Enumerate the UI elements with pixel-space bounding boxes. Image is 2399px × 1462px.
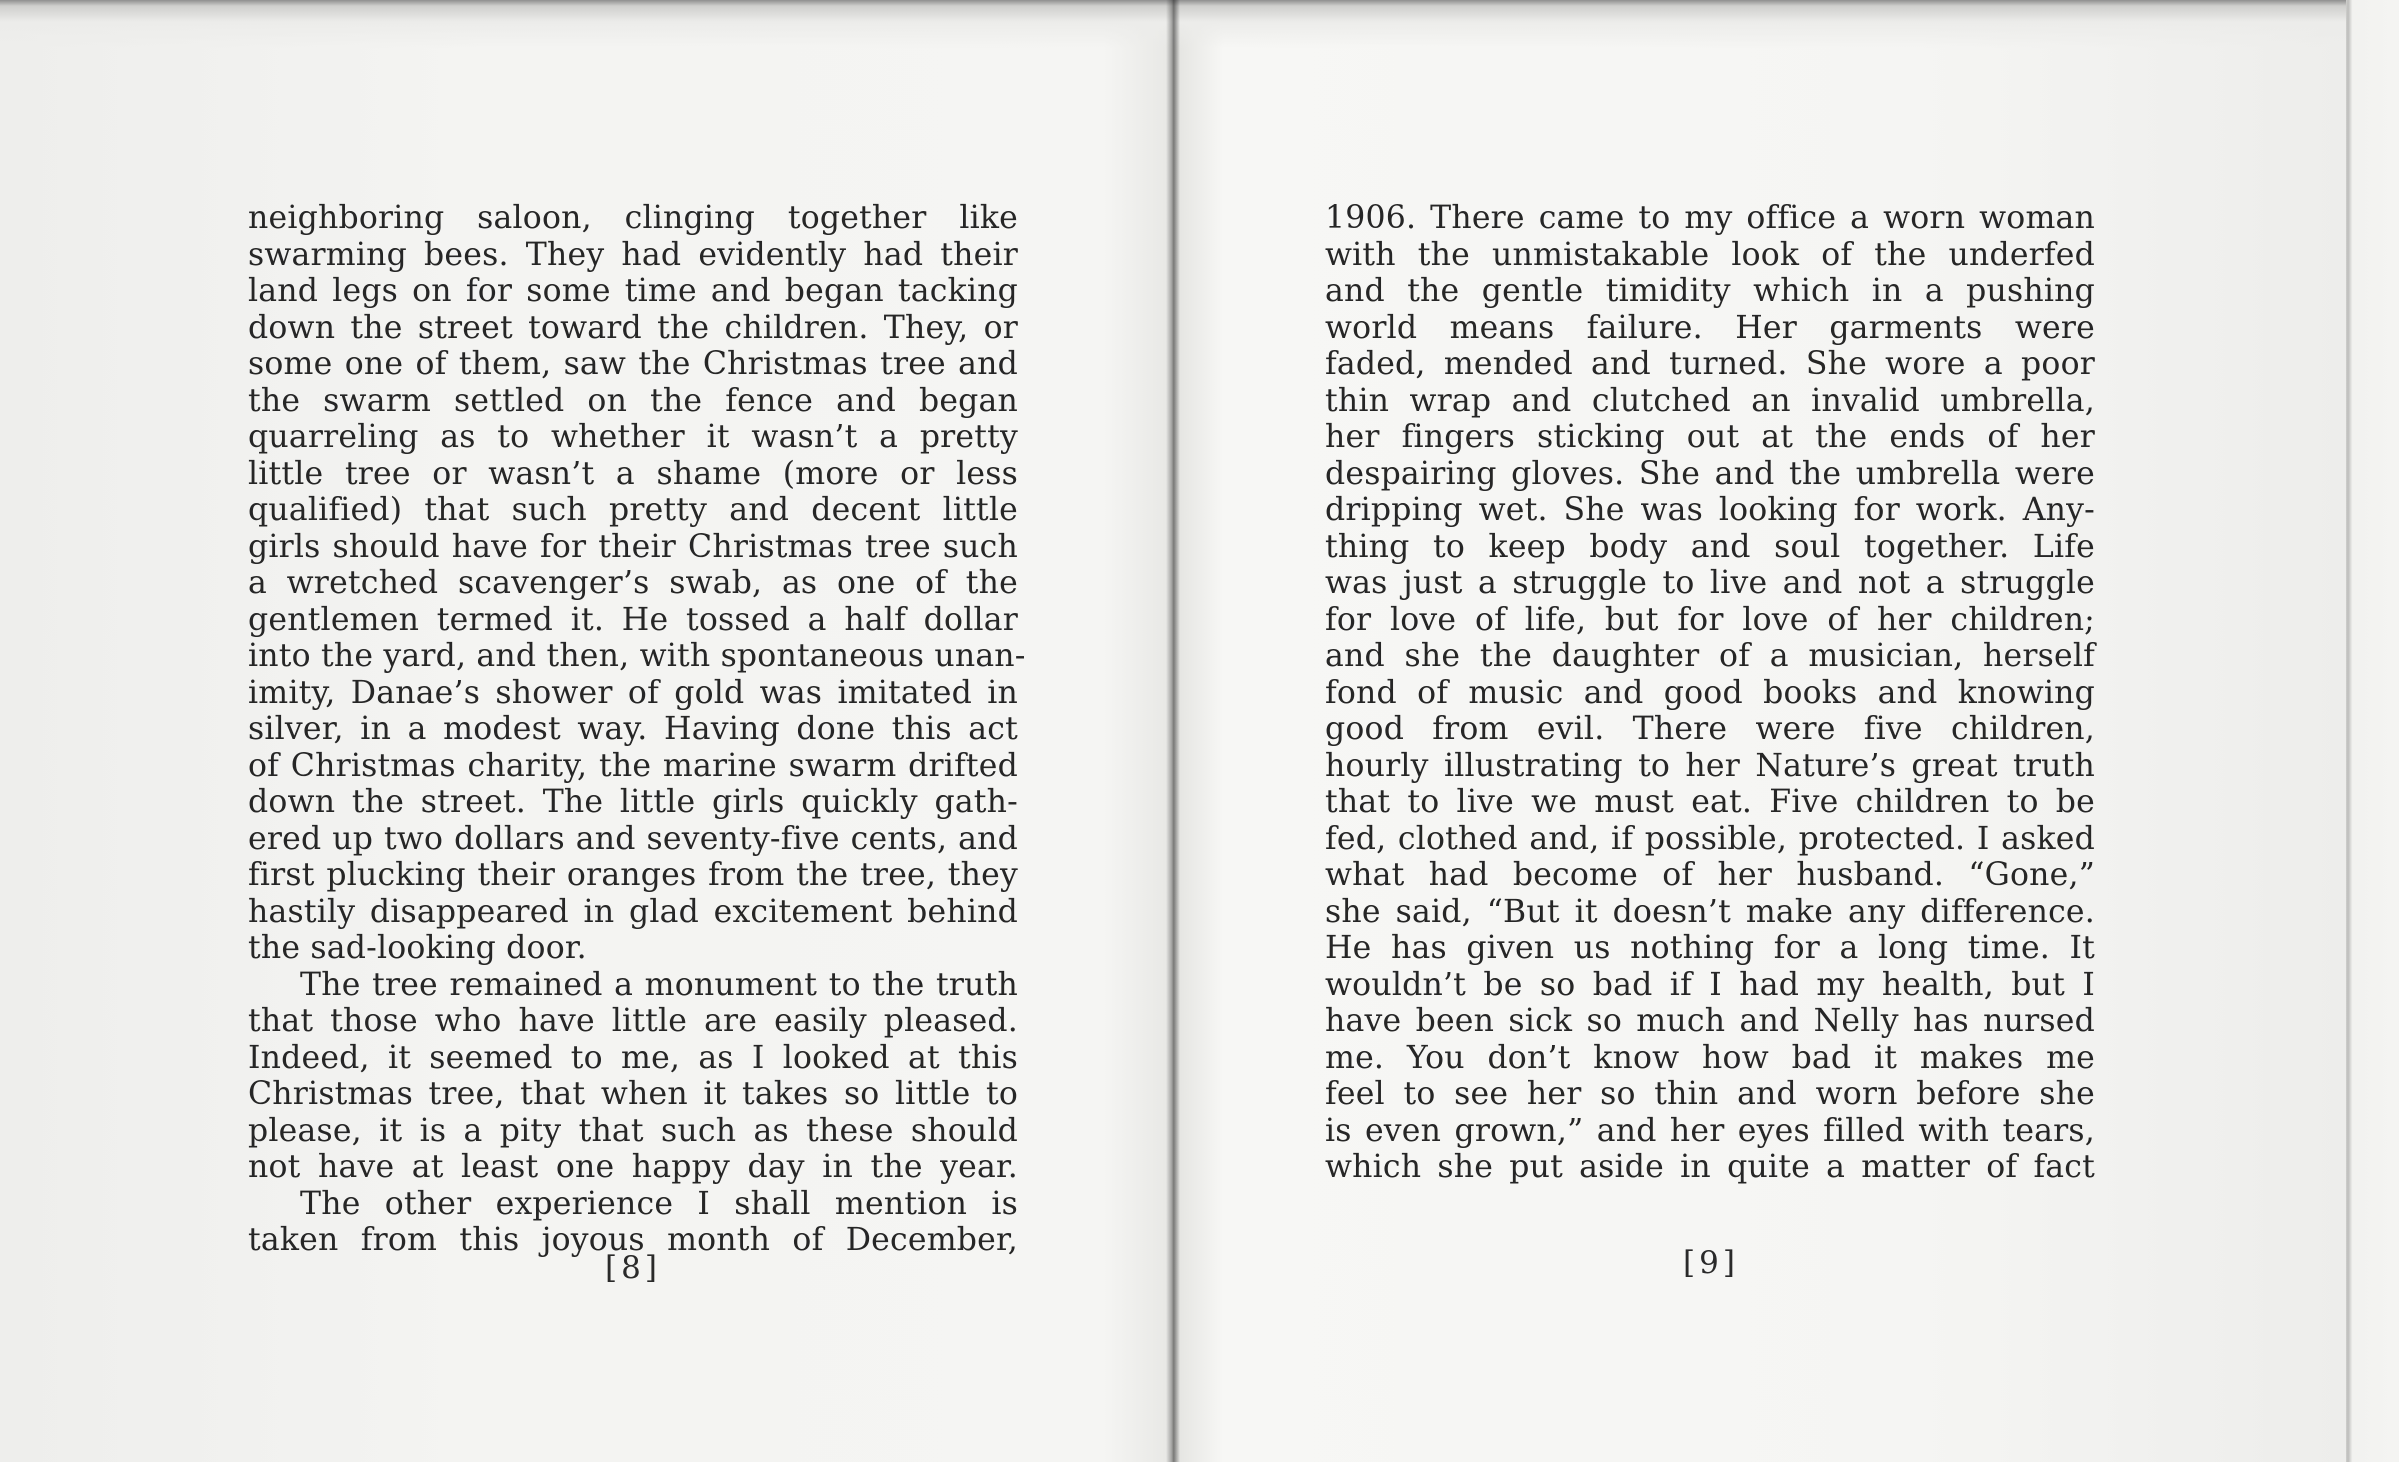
- text-line: dripping wet. She was looking for work. Any-: [1325, 492, 2095, 528]
- text-line: taken from this joyous month of December,: [248, 1222, 1018, 1258]
- text-line: The tree remained a monument to the truth: [300, 966, 1018, 1003]
- page-edge: [2346, 0, 2399, 1462]
- text-line: hourly illustrating to her Nature’s great truth: [1325, 747, 2095, 784]
- text-line: thin wrap and clutched an invalid umbrella,: [1325, 382, 2095, 419]
- text-line: that those who have little are easily pleased.: [248, 1003, 1018, 1039]
- page-number: [8]: [605, 1250, 661, 1286]
- text-line: have been sick so much and Nelly has nursed: [1325, 1003, 2095, 1039]
- text-line: that to live we must eat. Five children to be: [1325, 784, 2095, 820]
- text-line: me. You don’t know how bad it makes me: [1325, 1039, 2095, 1076]
- text-line: is even grown,” and her eyes filled with tears,: [1325, 1112, 2095, 1149]
- text-line: qualified) that such pretty and decent little: [248, 492, 1018, 528]
- text-line: swarming bees. They had evidently had their: [248, 236, 1018, 273]
- text-line: little tree or wasn’t a shame (more or less: [248, 455, 1018, 492]
- text-line: with the unmistakable look of the underfed: [1325, 236, 2095, 273]
- text-line: quarreling as to whether it wasn’t a pretty: [248, 419, 1018, 455]
- page-number: [9]: [1683, 1245, 1739, 1281]
- text-line: first plucking their oranges from the tree, they: [248, 857, 1018, 893]
- text-line: into the yard, and then, with spontaneous unan-: [248, 638, 1026, 674]
- text-line: faded, mended and turned. She wore a poor: [1325, 346, 2095, 382]
- text-line: The other experience I shall mention is: [300, 1185, 1018, 1222]
- text-line: girls should have for their Christmas tree such: [248, 528, 1018, 565]
- text-line: world means failure. Her garments were: [1325, 309, 2095, 346]
- text-line: good from evil. There were five children,: [1325, 711, 2095, 747]
- text-line: feel to see her so thin and worn before she: [1325, 1076, 2095, 1112]
- text-line: despairing gloves. She and the umbrella were: [1325, 455, 2095, 492]
- text-line: gentlemen termed it. He tossed a half dollar: [248, 601, 1018, 638]
- text-line: hastily disappeared in glad excitement behind: [248, 893, 1018, 930]
- text-line: and the gentle timidity which in a pushing: [1325, 273, 2095, 309]
- text-line: neighboring saloon, clinging together like: [248, 200, 1018, 236]
- text-line: which she put aside in quite a matter of fact: [1325, 1149, 2095, 1185]
- text-line: was just a struggle to live and not a struggle: [1325, 565, 2095, 601]
- text-line: down the street toward the children. They, or: [248, 309, 1018, 346]
- text-line: what had become of her husband. “Gone,”: [1325, 857, 2095, 893]
- right-page-text: [1325, 200, 2095, 1186]
- text-line: down the street. The little girls quickly gath-: [248, 784, 1018, 820]
- text-line: wouldn’t be so bad if I had my health, but I: [1325, 966, 2095, 1003]
- text-line: Christmas tree, that when it takes so little to: [248, 1076, 1018, 1112]
- text-line: imity, Danae’s shower of gold was imitated in: [248, 674, 1018, 711]
- left-page-text: [248, 200, 1026, 1259]
- text-line: some one of them, saw the Christmas tree and: [248, 346, 1018, 382]
- text-line: 1906. There came to my office a worn woman: [1325, 200, 2095, 236]
- text-line: the sad-looking door.: [248, 930, 587, 966]
- scan-top-shadow: [0, 0, 2399, 48]
- text-line: Indeed, it seemed to me, as I looked at this: [248, 1039, 1018, 1076]
- text-line: ered up two dollars and seventy-five cents, and: [248, 820, 1018, 857]
- text-line: of Christmas charity, the marine swarm drifted: [248, 747, 1018, 784]
- text-line: He has given us nothing for a long time. It: [1325, 930, 2095, 966]
- text-line: silver, in a modest way. Having done this act: [248, 711, 1018, 747]
- book-gutter: [1166, 0, 1180, 1462]
- text-line: thing to keep body and soul together. Life: [1325, 528, 2095, 565]
- text-line: not have at least one happy day in the year.: [248, 1149, 1018, 1185]
- text-line: please, it is a pity that such as these should: [248, 1112, 1018, 1149]
- text-line: a wretched scavenger’s swab, as one of the: [248, 565, 1018, 601]
- text-line: her fingers sticking out at the ends of her: [1325, 419, 2095, 455]
- text-line: the swarm settled on the fence and began: [248, 382, 1018, 419]
- text-line: fed, clothed and, if possible, protected. I asked: [1325, 820, 2095, 857]
- text-line: she said, “But it doesn’t make any difference.: [1325, 893, 2095, 930]
- text-line: land legs on for some time and began tacking: [248, 273, 1018, 309]
- text-line: for love of life, but for love of her children;: [1325, 601, 2095, 638]
- text-line: and she the daughter of a musician, herself: [1325, 638, 2095, 674]
- text-line: fond of music and good books and knowing: [1325, 674, 2095, 711]
